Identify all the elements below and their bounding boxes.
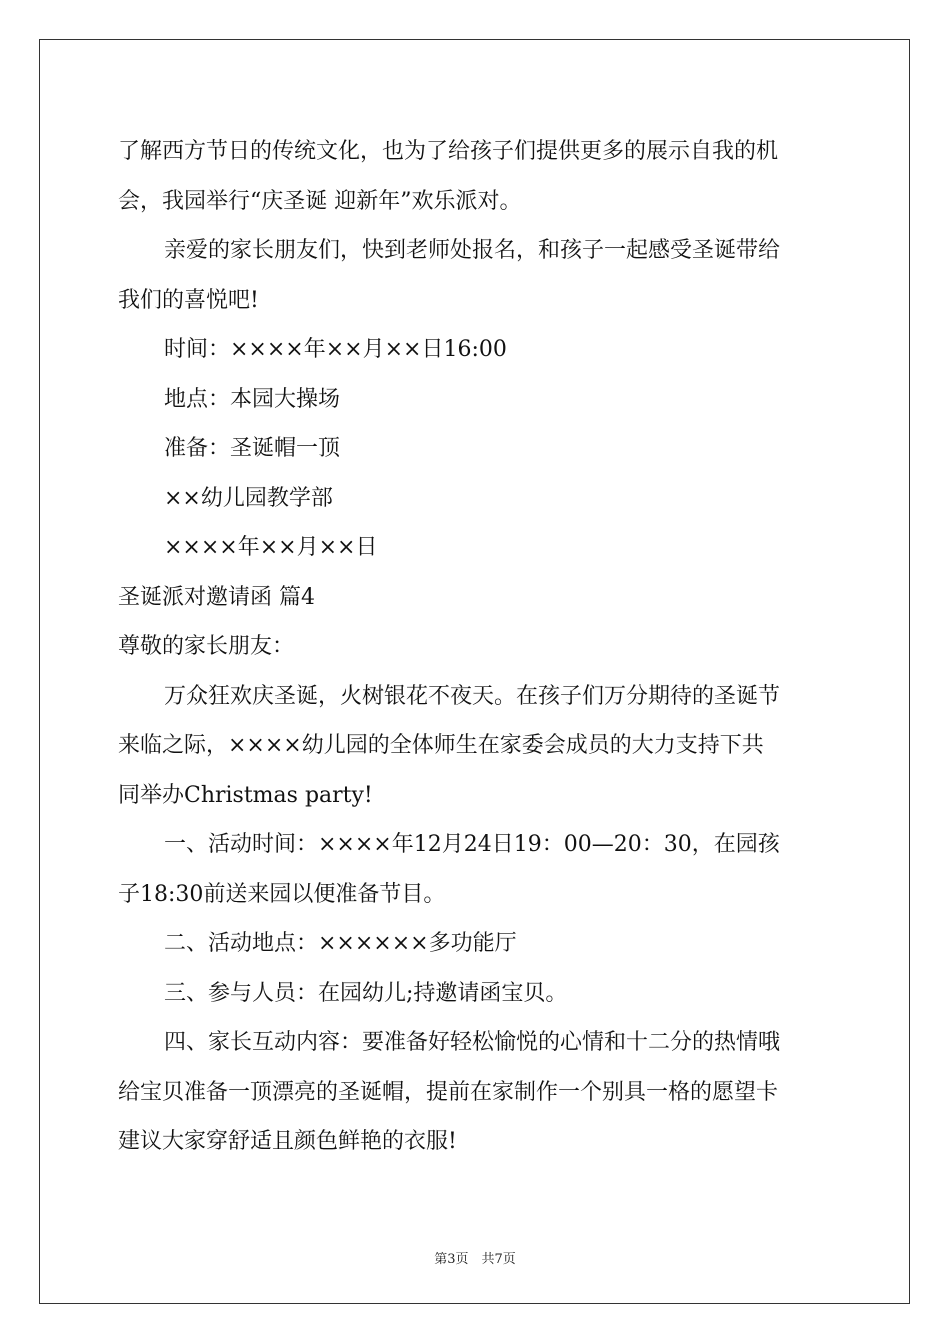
text-line: 子18:30前送来园以便准备节目。	[118, 881, 446, 907]
text-line: 会，我园举行“庆圣诞 迎新年”欢乐派对。	[118, 188, 522, 214]
preparation-line: 准备：圣诞帽一顶	[164, 436, 341, 461]
list-item: 一、活动时间：××××年12月24日19：00—20：30，在园孩	[164, 832, 780, 857]
event-location-line: 地点：本园大操场	[164, 386, 341, 412]
text-line: 亲爱的家长朋友们，快到老师处报名，和孩子一起感受圣诞带给	[164, 238, 781, 263]
text-line: 万众狂欢庆圣诞，火树银花不夜天。在孩子们万分期待的圣诞节	[164, 683, 781, 709]
list-item: 三、参与人员：在园幼儿;持邀请函宝贝。	[164, 980, 568, 1006]
text-line: 建议大家穿舒适且颜色鲜艳的衣服!	[118, 1129, 457, 1154]
document-body	[118, 127, 838, 1167]
event-time-line: 时间：××××年××月××日16:00	[164, 337, 507, 362]
text-line: 同举办Christmas party!	[118, 782, 373, 808]
signature-date: ××××年××月××日	[164, 535, 378, 560]
text-line: 我们的喜悦吧!	[118, 287, 259, 313]
page-number-footer: 第3页 共7页	[434, 1252, 516, 1267]
section-heading: 圣诞派对邀请函 篇4	[118, 584, 315, 610]
salutation: 尊敬的家长朋友：	[118, 634, 295, 659]
text-line: 来临之际，××××幼儿园的全体师生在家委会成员的大力支持下共	[118, 733, 764, 758]
signature-org: ××幼儿园教学部	[164, 485, 333, 511]
text-line: 给宝贝准备一顶漂亮的圣诞帽，提前在家制作一个别具一格的愿望卡	[118, 1079, 779, 1105]
list-item: 四、家长互动内容：要准备好轻松愉悦的心情和十二分的热情哦	[164, 1030, 781, 1055]
text-line: 了解西方节日的传统文化，也为了给孩子们提供更多的展示自我的机	[118, 139, 779, 164]
list-item: 二、活动地点：××××××多功能厅	[164, 931, 517, 956]
